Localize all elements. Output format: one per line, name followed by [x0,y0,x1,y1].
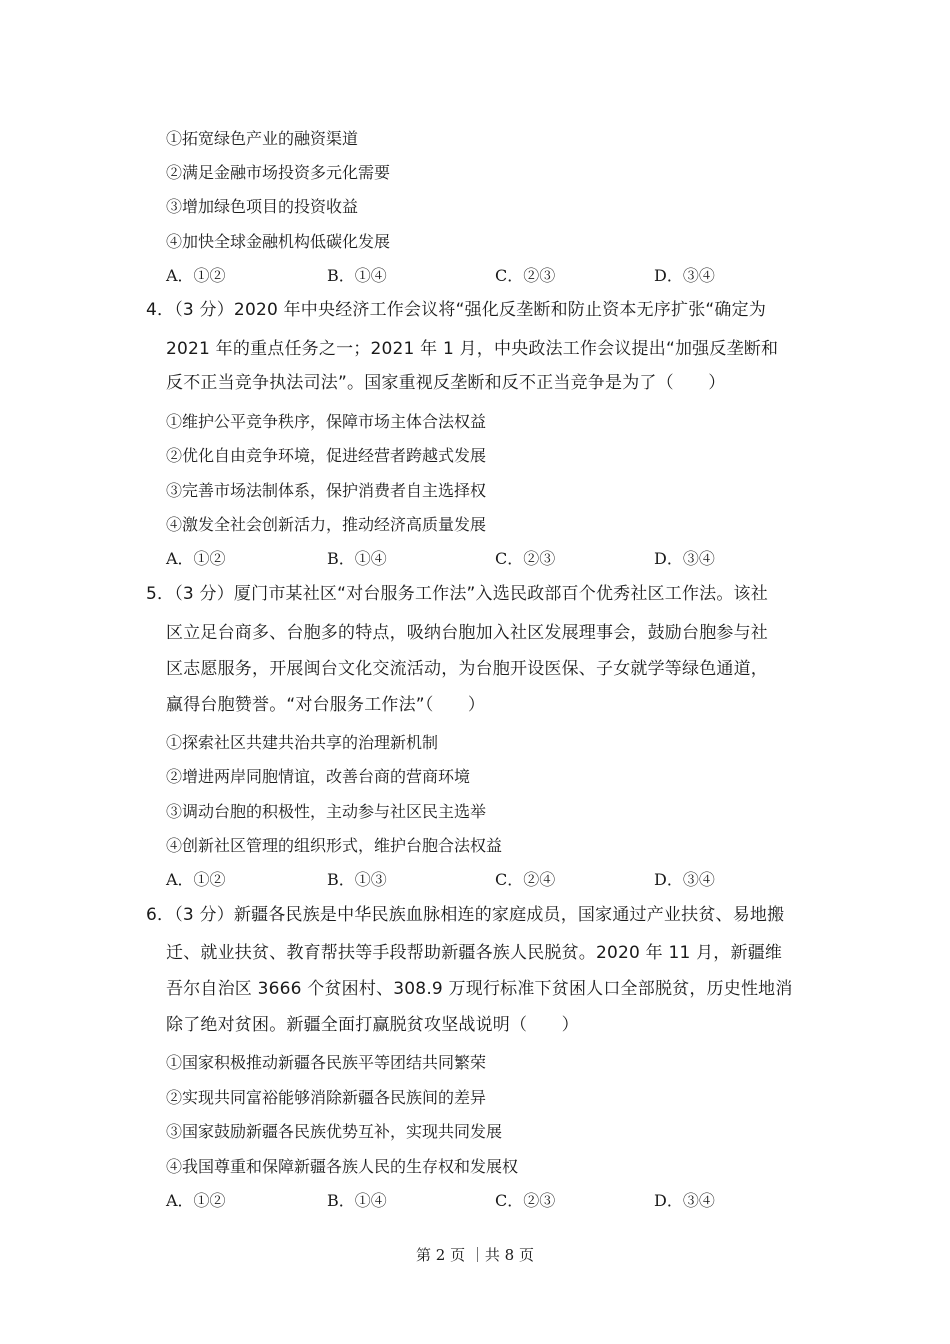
q6-statement-1: ①国家积极推动新疆各民族平等团结共同繁荣 [166,1053,487,1072]
q4-statement-3: ③完善市场法制体系，保护消费者自主选择权 [166,481,487,500]
q5-option-c: C．②④ [495,870,556,889]
page-footer: 第 2 页 ｜共 8 页 [416,1246,534,1264]
q3-option-a: A．①② [166,266,226,285]
q4-statement-1: ①维护公平竞争秩序，保障市场主体合法权益 [166,412,487,431]
q4-stem-line-2: 2021 年的重点任务之一；2021 年 1 月，中央政法工作会议提出“加强反垄断和 [166,339,779,359]
q3-options [166,264,766,288]
q5-stem-line-3: 区志愿服务，开展闽台文化交流活动，为台胞开设医保、子女就学等绿色通道， [166,659,768,679]
q5-options [166,868,766,892]
q4-stem-line-1: 4．（3 分）2020 年中央经济工作会议将“强化反垄断和防止资本无序扩张“确定为 [146,300,767,320]
q4-option-c: C．②③ [495,549,556,568]
q4-stem-line-3: 反不正当竞争执法司法”。国家重视反垄断和反不正当竞争是为了（ ） [166,373,726,393]
q4-option-b: B．①④ [327,549,387,568]
q5-statement-1: ①探索社区共建共治共享的治理新机制 [166,733,439,752]
q3-option-b: B．①④ [327,266,387,285]
q5-option-a: A．①② [166,870,226,889]
q6-stem-line-3: 吾尔自治区 3666 个贫困村、308.9 万现行标准下贫困人口全部脱贫，历史性地消 [166,979,793,999]
q6-option-c: C．②③ [495,1191,556,1210]
q3-statement-3: ③增加绿色项目的投资收益 [166,197,359,216]
q6-statement-3: ③国家鼓励新疆各民族优势互补，实现共同发展 [166,1122,503,1141]
q5-stem-line-2: 区立足台商多、台胞多的特点，吸纳台胞加入社区发展理事会，鼓励台胞参与社 [166,623,768,643]
q6-stem-line-2: 迁、就业扶贫、教育帮扶等手段帮助新疆各族人民脱贫。2020 年 11 月，新疆维 [166,943,783,963]
q3-statement-2: ②满足金融市场投资多元化需要 [166,163,391,182]
q5-stem-line-1: 5．（3 分）厦门市某社区“对台服务工作法”入选民政部百个优秀社区工作法。该社 [146,584,768,604]
q3-statement-1: ①拓宽绿色产业的融资渠道 [166,129,359,148]
q6-option-d: D．③④ [654,1191,715,1210]
q5-stem-line-4: 赢得台胞赞誉。“对台服务工作法”（ ） [166,695,486,715]
q5-statement-2: ②增进两岸同胞情谊，改善台商的营商环境 [166,767,471,786]
q6-statement-2: ②实现共同富裕能够消除新疆各民族间的差异 [166,1088,487,1107]
q5-option-b: B．①③ [327,870,387,889]
q3-statement-4: ④加快全球金融机构低碳化发展 [166,232,391,251]
q6-option-b: B．①④ [327,1191,387,1210]
q4-statement-4: ④激发全社会创新活力，推动经济高质量发展 [166,515,487,534]
q4-option-a: A．①② [166,549,226,568]
q6-statement-4: ④我国尊重和保障新疆各族人民的生存权和发展权 [166,1157,519,1176]
q6-stem-line-4: 除了绝对贫困。新疆全面打赢脱贫攻坚战说明（ ） [166,1015,579,1035]
q6-options [166,1189,766,1213]
q4-statement-2: ②优化自由竞争环境，促进经营者跨越式发展 [166,446,487,465]
q3-option-c: C．②③ [495,266,556,285]
q5-statement-3: ③调动台胞的积极性，主动参与社区民主选举 [166,802,487,821]
q4-option-d: D．③④ [654,549,715,568]
q4-options [166,547,766,571]
q5-option-d: D．③④ [654,870,715,889]
q5-statement-4: ④创新社区管理的组织形式，维护台胞合法权益 [166,836,503,855]
q6-stem-line-1: 6．（3 分）新疆各民族是中华民族血脉相连的家庭成员，国家通过产业扶贫、易地搬 [146,905,785,925]
q3-option-d: D．③④ [654,266,715,285]
q6-option-a: A．①② [166,1191,226,1210]
